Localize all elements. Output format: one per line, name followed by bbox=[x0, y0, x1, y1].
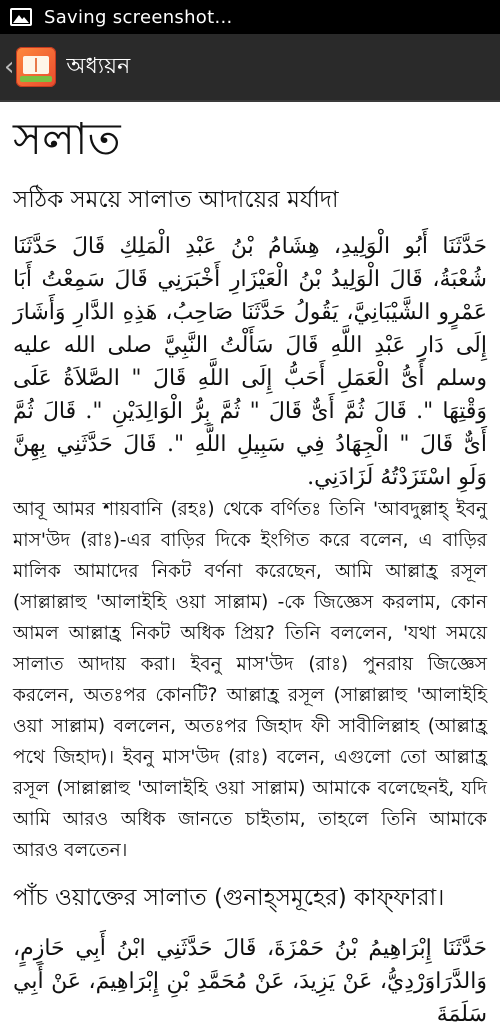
bangla-translation-text: আবূ আমর শায়বানি (রহঃ) থেকে বর্ণিতঃ তিনি 'আবদুল্লাহ্ ইবনু মাস'উদ (রাঃ)-এর বাড়ির দিকে ইংগিত করে বলেন, এ বাড়ির মালিক আমাদের নিকট বর্ণনা করেছেন, আমি আল্লাহ্র রসূল (সাল্লাল্লাহু 'আলাইহি ওয়া সাল্লাম) -কে জিজ্ঞেস করলাম, কোন আমল আল্লাহ্র নিকট অধিক প্রিয়? তিনি বললেন, 'যথা সময়ে সালাত আদায় করা। ইবনু মাস'উদ (রাঃ) পুনরায় জিজ্ঞেস করলেন, অতঃপর কোনটি? আল্লাহ্র রসূল (সাল্লাল্লাহু 'আলাইহি ওয়া সাল্লাম) বললেন, অতঃপর জিহাদ ফী সাবীলিল্লাহ (আল্লাহ্র পথে জিহাদ)। ইবনু মাস'উদ (রাঃ) বলেন, এগুলো তো আল্লাহ্র রসূল (সাল্লাল্লাহু 'আলাইহি ওয়া সাল্লাম) আমাকে বলেছেনই, যদি আমি আরও অধিক জানতে চাইতাম, তাহলে তিনি আমাকে আরও বলতেন। bbox=[13, 499, 487, 862]
image-icon bbox=[10, 8, 32, 26]
status-notification-text: Saving screenshot... bbox=[44, 6, 233, 28]
book-app-icon[interactable] bbox=[16, 47, 56, 87]
section-title: পাঁচ ওয়াক্তের সালাত (গুনাহ্সমূহের) কাফ্ফারা। bbox=[13, 885, 445, 912]
arabic-hadith-text: حَدَّثَنَا إِبْرَاهِيمُ بْنُ حَمْزَةَ، قَالَ حَدَّثَنِي ابْنُ أَبِي حَازِمٍ، وَالدَّرَاوَرْدِيُّ، عَنْ يَزِيدَ، عَنْ مُحَمَّدِ بْنِ إِبْرَاهِيمَ، عَنْ أَبِي سَلَمَةَ bbox=[13, 936, 487, 1028]
status-bar bbox=[0, 0, 500, 34]
chevron-left-icon[interactable]: ‹ bbox=[4, 52, 15, 82]
reading-content[interactable] bbox=[0, 102, 500, 1028]
chapter-title: সলাত bbox=[13, 114, 121, 165]
action-bar-title: অধ্যয়ন bbox=[66, 53, 131, 79]
action-bar bbox=[0, 34, 500, 102]
arabic-hadith-text: حَدَّثَنَا أَبُو الْوَلِيدِ، هِشَامُ بْنُ عَبْدِ الْمَلِكِ قَالَ حَدَّثَنَا شُعْبَةُ، قَالَ الْوَلِيدُ بْنُ الْعَيْزَارِ أَخْبَرَنِي قَالَ سَمِعْتُ أَبَا عَمْرٍو الشَّيْبَانِيَّ، يَقُولُ حَدَّثَنَا صَاحِبُ، هَذِهِ الدَّارِ وَأَشَارَ إِلَى دَارِ عَبْدِ اللَّهِ قَالَ سَأَلْتُ النَّبِيَّ صلى الله عليه وسلم أَىُّ الْعَمَلِ أَحَبُّ إِلَى اللَّهِ قَالَ " الصَّلاَةُ عَلَى وَقْتِهَا ". قَالَ ثُمَّ أَىٌّ قَالَ " ثُمَّ بِرُّ الْوَالِدَيْنِ ". قَالَ ثُمَّ أَىٌّ قَالَ " الْجِهَادُ فِي سَبِيلِ اللَّهِ ". قَالَ حَدَّثَنِي بِهِنَّ وَلَوِ اسْتَزَدْتُهُ لَزَادَنِي. bbox=[13, 234, 487, 491]
section-title: সঠিক সময়ে সালাত আদায়ের মর্যাদা bbox=[13, 187, 339, 214]
